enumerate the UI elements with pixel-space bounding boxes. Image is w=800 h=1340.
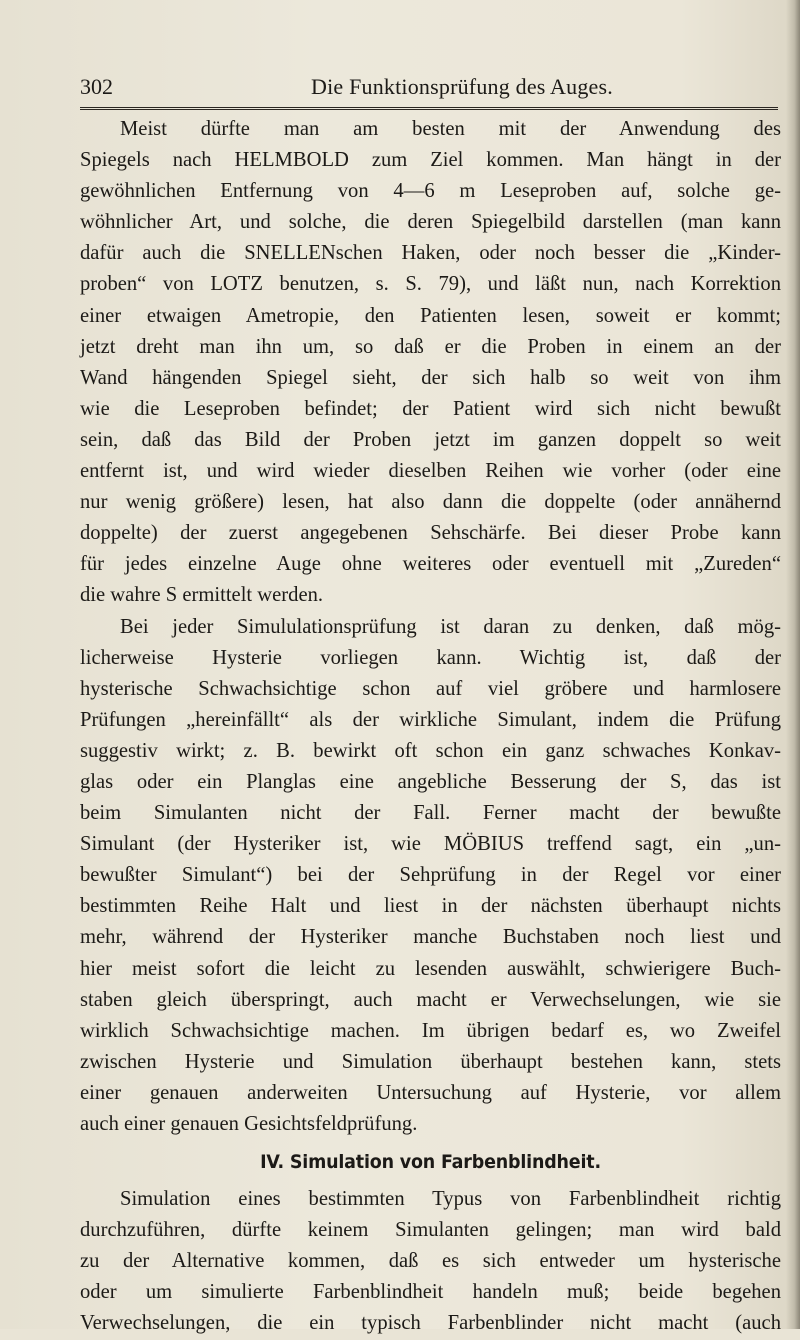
section-heading: IV. Simulation von Farbenblindheit.: [260, 1151, 601, 1174]
text-line: jetzt dreht man ihn um, so daß er die Proben in einem an der: [80, 335, 781, 358]
text-line: Bei jeder Simululationsprüfung ist daran zu denken, daß mög-: [120, 615, 781, 638]
text-line: gewöhnlichen Entfernung von 4—6 m Leseproben auf, solche ge-: [80, 180, 781, 203]
text-line: wöhnlicher Art, und solche, die deren Spiegelbild darstellen (man kann: [80, 211, 781, 234]
page-header: [80, 72, 778, 102]
text-line: die wahre S ermittelt werden.: [80, 584, 324, 607]
page-edge-shadow: [786, 0, 800, 1329]
text-line: einer etwaigen Ametropie, den Patienten lesen, soweit er kommt;: [80, 304, 781, 327]
header-rule: [80, 107, 778, 110]
paragraph-2: [80, 612, 781, 1141]
text-line: Simulation eines bestimmten Typus von Farbenblindheit richtig: [120, 1188, 781, 1211]
text-line: Wand hängenden Spiegel sieht, der sich halb so weit von ihm: [80, 366, 781, 389]
text-line: oder um simulierte Farbenblindheit handeln muß; beide begehen: [80, 1281, 781, 1304]
text-line: bewußter Simulant“) bei der Sehprüfung in der Regel vor einer: [80, 864, 781, 887]
text-line: entfernt ist, und wird wieder dieselben Reihen wie vorher (oder eine: [80, 460, 781, 483]
text-line: wie die Leseproben befindet; der Patient wird sich nicht bewußt: [80, 397, 781, 420]
text-line: einer genauen anderweiten Untersuchung auf Hysterie, vor allem: [80, 1081, 781, 1104]
text-line: sein, daß das Bild der Proben jetzt im ganzen doppelt so weit: [80, 428, 781, 451]
text-line: suggestiv wirkt; z. B. bewirkt oft schon ein ganz schwaches Konkav-: [80, 739, 781, 762]
paragraph-3: [80, 1184, 781, 1339]
text-line: Spiegels nach HELMBOLD zum Ziel kommen. Man hängt in der: [80, 149, 781, 172]
text-line: staben gleich überspringt, auch macht er Verwechselungen, wie sie: [80, 988, 781, 1011]
text-line: durchzuführen, dürfte keinem Simulanten gelingen; man wird bald: [80, 1219, 781, 1242]
text-line: Simulant (der Hysteriker ist, wie MÖBIUS treffend sagt, ein „un-: [80, 833, 781, 856]
text-line: dafür auch die SNELLENschen Haken, oder noch besser die „Kinder-: [80, 242, 781, 265]
text-line: wirklich Schwachsichtige machen. Im übrigen bedarf es, wo Zweifel: [80, 1019, 781, 1042]
text-line: beim Simulanten nicht der Fall. Ferner macht der bewußte: [80, 802, 781, 825]
text-line: zwischen Hysterie und Simulation überhaupt bestehen kann, stets: [80, 1050, 781, 1073]
text-line: hier meist sofort die leicht zu lesenden auswählt, schwierigere Buch-: [80, 957, 781, 980]
paragraph-1: [80, 114, 781, 612]
text-line: hysterische Schwachsichtige schon auf viel gröbere und harmlosere: [80, 677, 781, 700]
text-line: bestimmten Reihe Halt und liest in der nächsten überhaupt nichts: [80, 895, 781, 918]
running-head: Die Funktionsprüfung des Auges.: [311, 74, 613, 99]
text-line: zu der Alternative kommen, daß es sich entweder um hysterische: [80, 1250, 781, 1273]
page-number: 302: [80, 74, 113, 99]
text-line: nur wenig größere) lesen, hat also dann die doppelte (oder annähernd: [80, 491, 781, 514]
body-text: [80, 114, 781, 1340]
text-line: Verwechselungen, die ein typisch Farbenblinder nicht macht (auch: [80, 1312, 781, 1335]
text-line: mehr, während der Hysteriker manche Buchstaben noch liest und: [80, 926, 781, 949]
text-line: Prüfungen „hereinfällt“ als der wirkliche Simulant, indem die Prüfung: [80, 708, 781, 731]
text-line: doppelte) der zuerst angegebenen Sehschärfe. Bei dieser Probe kann: [80, 522, 781, 545]
text-line: licherweise Hysterie vorliegen kann. Wichtig ist, daß der: [80, 646, 781, 669]
text-line: auch einer genauen Gesichtsfeldprüfung.: [80, 1113, 418, 1135]
text-line: Meist dürfte man am besten mit der Anwendung des: [120, 118, 781, 140]
text-line: für jedes einzelne Auge ohne weiteres oder eventuell mit „Zureden“: [80, 553, 781, 576]
text-line: proben“ von LOTZ benutzen, s. S. 79), und läßt nun, nach Korrektion: [80, 273, 781, 296]
text-line: glas oder ein Planglas eine angebliche Besserung der S, das ist: [80, 770, 781, 793]
